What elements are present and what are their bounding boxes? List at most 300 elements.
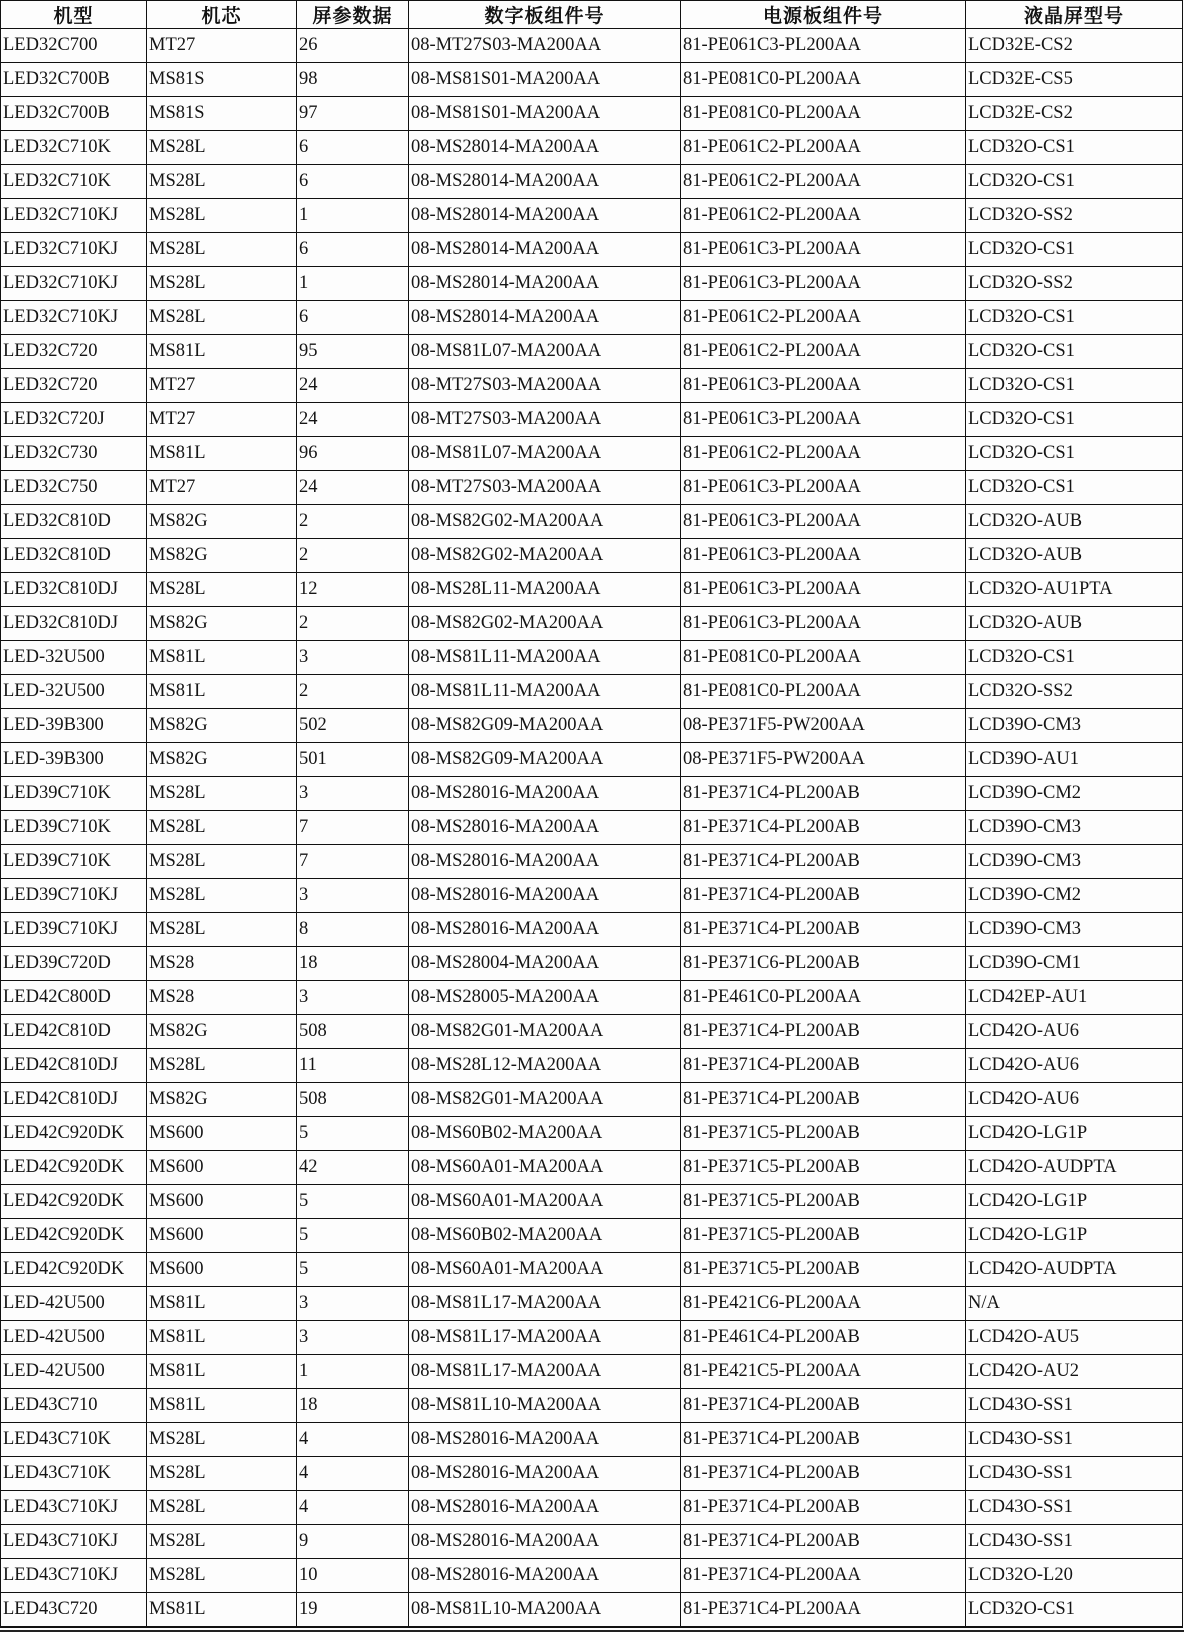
header-panel-params: 屏参数据 <box>297 1 409 29</box>
table-row <box>1 1151 1183 1185</box>
table-row <box>1 403 1183 437</box>
table-row <box>1 301 1183 335</box>
table-row <box>1 709 1183 743</box>
cell-main-board-part: 08-MS28004-MA200AA <box>409 947 681 981</box>
table-row <box>1 1015 1183 1049</box>
cell-main-board-part: 08-MT27S03-MA200AA <box>409 369 681 403</box>
cell-main-board-part: 08-MS81L07-MA200AA <box>409 335 681 369</box>
cell-lcd-panel-model: LCD32O-CS1 <box>966 369 1183 403</box>
cell-panel-params: 98 <box>297 63 409 97</box>
table-row <box>1 1457 1183 1491</box>
cell-model: LED43C720 <box>1 1593 147 1628</box>
cell-chassis: MS81L <box>147 335 297 369</box>
cell-power-board-part: 81-PE061C2-PL200AA <box>681 165 966 199</box>
header-power-board-part: 电源板组件号 <box>681 1 966 29</box>
cell-lcd-panel-model: LCD32O-SS2 <box>966 267 1183 301</box>
cell-model: LED32C730 <box>1 437 147 471</box>
cell-power-board-part: 81-PE371C4-PL200AB <box>681 845 966 879</box>
cell-panel-params: 18 <box>297 1389 409 1423</box>
cell-power-board-part: 81-PE421C6-PL200AA <box>681 1287 966 1321</box>
cell-main-board-part: 08-MS81L17-MA200AA <box>409 1321 681 1355</box>
cell-chassis: MS28 <box>147 981 297 1015</box>
cell-lcd-panel-model: LCD43O-SS1 <box>966 1423 1183 1457</box>
cell-lcd-panel-model: LCD42O-LG1P <box>966 1117 1183 1151</box>
cell-power-board-part: 81-PE371C4-PL200AB <box>681 1083 966 1117</box>
cell-panel-params: 97 <box>297 97 409 131</box>
cell-panel-params: 508 <box>297 1015 409 1049</box>
table-row <box>1 437 1183 471</box>
cell-lcd-panel-model: LCD32O-CS1 <box>966 233 1183 267</box>
table-row <box>1 505 1183 539</box>
table-row <box>1 811 1183 845</box>
cell-power-board-part: 81-PE061C2-PL200AA <box>681 335 966 369</box>
cell-model: LED32C720 <box>1 369 147 403</box>
cell-power-board-part: 81-PE371C5-PL200AB <box>681 1117 966 1151</box>
cell-main-board-part: 08-MS82G01-MA200AA <box>409 1083 681 1117</box>
cell-lcd-panel-model: LCD39O-CM3 <box>966 811 1183 845</box>
cell-lcd-panel-model: LCD32O-AUB <box>966 607 1183 641</box>
cell-power-board-part: 81-PE371C5-PL200AB <box>681 1219 966 1253</box>
table-row <box>1 1219 1183 1253</box>
cell-model: LED42C810DJ <box>1 1083 147 1117</box>
cell-panel-params: 8 <box>297 913 409 947</box>
cell-main-board-part: 08-MT27S03-MA200AA <box>409 403 681 437</box>
cell-panel-params: 96 <box>297 437 409 471</box>
cell-main-board-part: 08-MS28016-MA200AA <box>409 879 681 913</box>
cell-chassis: MS81S <box>147 63 297 97</box>
cell-model: LED43C710K <box>1 1457 147 1491</box>
cell-lcd-panel-model: LCD42O-AU6 <box>966 1049 1183 1083</box>
cell-lcd-panel-model: LCD32O-CS1 <box>966 165 1183 199</box>
cell-chassis: MT27 <box>147 29 297 63</box>
cell-panel-params: 9 <box>297 1525 409 1559</box>
cell-chassis: MS600 <box>147 1185 297 1219</box>
cell-panel-params: 4 <box>297 1491 409 1525</box>
cell-power-board-part: 81-PE061C3-PL200AA <box>681 29 966 63</box>
cell-main-board-part: 08-MS28L12-MA200AA <box>409 1049 681 1083</box>
cell-lcd-panel-model: LCD39O-CM3 <box>966 913 1183 947</box>
cell-main-board-part: 08-MS60A01-MA200AA <box>409 1151 681 1185</box>
cell-power-board-part: 81-PE371C4-PL200AB <box>681 1015 966 1049</box>
cell-chassis: MS81L <box>147 1355 297 1389</box>
cell-lcd-panel-model: LCD32O-L20 <box>966 1559 1183 1593</box>
cell-chassis: MS28 <box>147 947 297 981</box>
cell-lcd-panel-model: LCD42O-AU6 <box>966 1015 1183 1049</box>
cell-chassis: MS28L <box>147 1049 297 1083</box>
cell-chassis: MS81L <box>147 437 297 471</box>
table-row <box>1 1253 1183 1287</box>
cell-power-board-part: 81-PE061C3-PL200AA <box>681 471 966 505</box>
cell-model: LED42C920DK <box>1 1253 147 1287</box>
table-row <box>1 947 1183 981</box>
cell-panel-params: 5 <box>297 1219 409 1253</box>
table-row <box>1 165 1183 199</box>
cell-lcd-panel-model: LCD39O-CM3 <box>966 709 1183 743</box>
cell-power-board-part: 81-PE371C4-PL200AB <box>681 1525 966 1559</box>
cell-model: LED42C920DK <box>1 1219 147 1253</box>
cell-main-board-part: 08-MS60A01-MA200AA <box>409 1253 681 1287</box>
cell-chassis: MS28L <box>147 1525 297 1559</box>
cell-chassis: MS28L <box>147 777 297 811</box>
table-row <box>1 777 1183 811</box>
cell-power-board-part: 81-PE371C4-PL200AB <box>681 879 966 913</box>
cell-main-board-part: 08-MS60B02-MA200AA <box>409 1219 681 1253</box>
cell-power-board-part: 81-PE061C3-PL200AA <box>681 539 966 573</box>
cell-panel-params: 1 <box>297 1355 409 1389</box>
cell-main-board-part: 08-MS81L11-MA200AA <box>409 675 681 709</box>
cell-main-board-part: 08-MS81L10-MA200AA <box>409 1389 681 1423</box>
cell-power-board-part: 81-PE061C3-PL200AA <box>681 267 966 301</box>
cell-panel-params: 2 <box>297 675 409 709</box>
cell-main-board-part: 08-MT27S03-MA200AA <box>409 471 681 505</box>
cell-model: LED39C710K <box>1 845 147 879</box>
cell-power-board-part: 81-PE061C3-PL200AA <box>681 607 966 641</box>
cell-panel-params: 11 <box>297 1049 409 1083</box>
cell-lcd-panel-model: LCD39O-CM2 <box>966 879 1183 913</box>
cell-model: LED32C710K <box>1 165 147 199</box>
cell-lcd-panel-model: LCD32O-CS1 <box>966 131 1183 165</box>
cell-model: LED-32U500 <box>1 675 147 709</box>
cell-panel-params: 501 <box>297 743 409 777</box>
cell-chassis: MS600 <box>147 1151 297 1185</box>
table-row <box>1 1423 1183 1457</box>
cell-chassis: MS28L <box>147 199 297 233</box>
cell-power-board-part: 81-PE461C4-PL200AB <box>681 1321 966 1355</box>
cell-lcd-panel-model: LCD32E-CS5 <box>966 63 1183 97</box>
table-row <box>1 1355 1183 1389</box>
table-row <box>1 1083 1183 1117</box>
cell-chassis: MS600 <box>147 1253 297 1287</box>
cell-panel-params: 12 <box>297 573 409 607</box>
cell-panel-params: 3 <box>297 1287 409 1321</box>
cell-panel-params: 95 <box>297 335 409 369</box>
cell-chassis: MS28L <box>147 301 297 335</box>
cell-model: LED39C710K <box>1 777 147 811</box>
cell-model: LED42C810DJ <box>1 1049 147 1083</box>
cell-lcd-panel-model: LCD32O-SS2 <box>966 675 1183 709</box>
table-row <box>1 233 1183 267</box>
cell-main-board-part: 08-MS28014-MA200AA <box>409 233 681 267</box>
cell-model: LED39C710KJ <box>1 879 147 913</box>
cell-main-board-part: 08-MS60B02-MA200AA <box>409 1117 681 1151</box>
cell-main-board-part: 08-MS28016-MA200AA <box>409 1491 681 1525</box>
cell-chassis: MS28L <box>147 165 297 199</box>
cell-panel-params: 3 <box>297 1321 409 1355</box>
cell-power-board-part: 81-PE061C2-PL200AA <box>681 301 966 335</box>
table-row <box>1 199 1183 233</box>
cell-chassis: MS82G <box>147 505 297 539</box>
table-row <box>1 1491 1183 1525</box>
cell-main-board-part: 08-MS28016-MA200AA <box>409 1525 681 1559</box>
table-row <box>1 1593 1183 1628</box>
cell-lcd-panel-model: LCD32O-CS1 <box>966 335 1183 369</box>
cell-main-board-part: 08-MS28016-MA200AA <box>409 913 681 947</box>
table-row <box>1 267 1183 301</box>
cell-power-board-part: 08-PE371F5-PW200AA <box>681 709 966 743</box>
cell-chassis: MS28L <box>147 845 297 879</box>
cell-panel-params: 6 <box>297 165 409 199</box>
cell-panel-params: 6 <box>297 301 409 335</box>
cell-main-board-part: 08-MS28L11-MA200AA <box>409 573 681 607</box>
cell-panel-params: 1 <box>297 199 409 233</box>
cell-model: LED32C810DJ <box>1 607 147 641</box>
table-row <box>1 1185 1183 1219</box>
table-row <box>1 1049 1183 1083</box>
cell-power-board-part: 81-PE371C5-PL200AB <box>681 1253 966 1287</box>
cell-model: LED32C710KJ <box>1 267 147 301</box>
cell-main-board-part: 08-MS28014-MA200AA <box>409 301 681 335</box>
cell-panel-params: 24 <box>297 403 409 437</box>
cell-panel-params: 2 <box>297 505 409 539</box>
table-row <box>1 573 1183 607</box>
cell-lcd-panel-model: LCD32E-CS2 <box>966 97 1183 131</box>
table-row <box>1 471 1183 505</box>
cell-model: LED32C710K <box>1 131 147 165</box>
cell-model: LED42C920DK <box>1 1117 147 1151</box>
cell-power-board-part: 81-PE371C4-PL200AA <box>681 1559 966 1593</box>
cell-model: LED42C800D <box>1 981 147 1015</box>
cell-panel-params: 10 <box>297 1559 409 1593</box>
cell-model: LED32C750 <box>1 471 147 505</box>
cell-main-board-part: 08-MS60A01-MA200AA <box>409 1185 681 1219</box>
cell-lcd-panel-model: LCD42O-LG1P <box>966 1185 1183 1219</box>
cell-main-board-part: 08-MS82G09-MA200AA <box>409 709 681 743</box>
cell-power-board-part: 81-PE461C0-PL200AA <box>681 981 966 1015</box>
cell-panel-params: 5 <box>297 1117 409 1151</box>
cell-lcd-panel-model: LCD39O-AU1 <box>966 743 1183 777</box>
cell-power-board-part: 81-PE061C3-PL200AA <box>681 505 966 539</box>
cell-chassis: MS82G <box>147 743 297 777</box>
cell-model: LED-39B300 <box>1 709 147 743</box>
cell-power-board-part: 81-PE061C2-PL200AA <box>681 199 966 233</box>
header-chassis: 机芯 <box>147 1 297 29</box>
table-row <box>1 1559 1183 1593</box>
cell-model: LED32C720J <box>1 403 147 437</box>
cell-chassis: MS81L <box>147 675 297 709</box>
cell-lcd-panel-model: LCD32O-AU1PTA <box>966 573 1183 607</box>
cell-panel-params: 26 <box>297 29 409 63</box>
cell-panel-params: 3 <box>297 981 409 1015</box>
cell-main-board-part: 08-MS82G02-MA200AA <box>409 505 681 539</box>
cell-chassis: MS28L <box>147 1457 297 1491</box>
cell-lcd-panel-model: LCD32O-CS1 <box>966 437 1183 471</box>
cell-lcd-panel-model: LCD42O-AUDPTA <box>966 1151 1183 1185</box>
cell-power-board-part: 81-PE061C2-PL200AA <box>681 131 966 165</box>
cell-lcd-panel-model: LCD43O-SS1 <box>966 1389 1183 1423</box>
cell-model: LED32C700 <box>1 29 147 63</box>
cell-lcd-panel-model: LCD32O-CS1 <box>966 403 1183 437</box>
header-model: 机型 <box>1 1 147 29</box>
table-row <box>1 1117 1183 1151</box>
table-row <box>1 335 1183 369</box>
cell-panel-params: 24 <box>297 471 409 505</box>
cell-lcd-panel-model: LCD42O-AU6 <box>966 1083 1183 1117</box>
table-row <box>1 913 1183 947</box>
cell-power-board-part: 81-PE371C4-PL200AB <box>681 1423 966 1457</box>
cell-main-board-part: 08-MS28016-MA200AA <box>409 777 681 811</box>
cell-lcd-panel-model: LCD42O-AU5 <box>966 1321 1183 1355</box>
cell-panel-params: 7 <box>297 811 409 845</box>
cell-model: LED39C710K <box>1 811 147 845</box>
cell-chassis: MS28L <box>147 267 297 301</box>
cell-lcd-panel-model: LCD42EP-AU1 <box>966 981 1183 1015</box>
cell-chassis: MS600 <box>147 1117 297 1151</box>
cell-main-board-part: 08-MS28014-MA200AA <box>409 131 681 165</box>
cell-main-board-part: 08-MS28016-MA200AA <box>409 1559 681 1593</box>
cell-power-board-part: 81-PE061C3-PL200AA <box>681 369 966 403</box>
cell-power-board-part: 81-PE371C4-PL200AB <box>681 777 966 811</box>
cell-main-board-part: 08-MS81L10-MA200AA <box>409 1593 681 1628</box>
table-row <box>1 131 1183 165</box>
cell-panel-params: 1 <box>297 267 409 301</box>
cell-panel-params: 508 <box>297 1083 409 1117</box>
cell-model: LED-32U500 <box>1 641 147 675</box>
cell-chassis: MS28L <box>147 233 297 267</box>
cell-chassis: MT27 <box>147 369 297 403</box>
cell-main-board-part: 08-MS82G01-MA200AA <box>409 1015 681 1049</box>
cell-chassis: MS28L <box>147 1559 297 1593</box>
cell-lcd-panel-model: LCD39O-CM3 <box>966 845 1183 879</box>
cell-model: LED32C810D <box>1 505 147 539</box>
cell-lcd-panel-model: LCD32O-AUB <box>966 505 1183 539</box>
cell-panel-params: 18 <box>297 947 409 981</box>
cell-model: LED32C700B <box>1 63 147 97</box>
cell-lcd-panel-model: LCD32O-CS1 <box>966 641 1183 675</box>
cell-chassis: MS82G <box>147 709 297 743</box>
table-row <box>1 97 1183 131</box>
cell-lcd-panel-model: LCD43O-SS1 <box>966 1491 1183 1525</box>
cell-power-board-part: 81-PE371C4-PL200AB <box>681 1491 966 1525</box>
cell-main-board-part: 08-MS81S01-MA200AA <box>409 63 681 97</box>
cell-power-board-part: 81-PE371C4-PL200AB <box>681 1389 966 1423</box>
cell-power-board-part: 81-PE061C3-PL200AA <box>681 403 966 437</box>
cell-model: LED32C710KJ <box>1 301 147 335</box>
cell-main-board-part: 08-MS81L17-MA200AA <box>409 1355 681 1389</box>
cell-chassis: MS81S <box>147 97 297 131</box>
cell-chassis: MS81L <box>147 1287 297 1321</box>
cell-power-board-part: 81-PE081C0-PL200AA <box>681 63 966 97</box>
table-row <box>1 845 1183 879</box>
cell-model: LED43C710KJ <box>1 1525 147 1559</box>
cell-chassis: MS81L <box>147 1321 297 1355</box>
cell-lcd-panel-model: LCD32O-CS1 <box>966 471 1183 505</box>
table-row <box>1 29 1183 63</box>
cell-lcd-panel-model: LCD32O-CS1 <box>966 301 1183 335</box>
table-row <box>1 1321 1183 1355</box>
cell-lcd-panel-model: LCD32E-CS2 <box>966 29 1183 63</box>
cell-model: LED42C810D <box>1 1015 147 1049</box>
cell-panel-params: 5 <box>297 1185 409 1219</box>
cell-main-board-part: 08-MS81L17-MA200AA <box>409 1287 681 1321</box>
cell-power-board-part: 81-PE371C4-PL200AB <box>681 913 966 947</box>
table-header-row <box>1 1 1183 29</box>
cell-panel-params: 4 <box>297 1423 409 1457</box>
header-main-board-part: 数字板组件号 <box>409 1 681 29</box>
cell-model: LED43C710 <box>1 1389 147 1423</box>
cell-chassis: MS28L <box>147 913 297 947</box>
cell-panel-params: 7 <box>297 845 409 879</box>
cell-main-board-part: 08-MS82G02-MA200AA <box>409 539 681 573</box>
cell-power-board-part: 81-PE081C0-PL200AA <box>681 97 966 131</box>
table-row <box>1 369 1183 403</box>
table-row <box>1 1287 1183 1321</box>
cell-chassis: MS28L <box>147 879 297 913</box>
cell-model: LED32C810D <box>1 539 147 573</box>
cell-panel-params: 3 <box>297 879 409 913</box>
cell-power-board-part: 81-PE421C5-PL200AA <box>681 1355 966 1389</box>
table-row <box>1 63 1183 97</box>
cell-power-board-part: 08-PE371F5-PW200AA <box>681 743 966 777</box>
cell-main-board-part: 08-MT27S03-MA200AA <box>409 29 681 63</box>
table-row <box>1 1389 1183 1423</box>
cell-chassis: MS28L <box>147 131 297 165</box>
table-body <box>1 29 1183 1628</box>
cell-power-board-part: 81-PE081C0-PL200AA <box>681 675 966 709</box>
cell-panel-params: 19 <box>297 1593 409 1628</box>
cell-lcd-panel-model: LCD42O-AU2 <box>966 1355 1183 1389</box>
cell-model: LED39C710KJ <box>1 913 147 947</box>
cell-chassis: MS81L <box>147 641 297 675</box>
cell-main-board-part: 08-MS28016-MA200AA <box>409 1423 681 1457</box>
cell-model: LED32C710KJ <box>1 233 147 267</box>
cell-panel-params: 6 <box>297 131 409 165</box>
cell-chassis: MS600 <box>147 1219 297 1253</box>
cell-chassis: MS81L <box>147 1593 297 1628</box>
cell-power-board-part: 81-PE371C4-PL200AB <box>681 1049 966 1083</box>
cell-panel-params: 42 <box>297 1151 409 1185</box>
cell-power-board-part: 81-PE061C3-PL200AA <box>681 573 966 607</box>
cell-model: LED32C810DJ <box>1 573 147 607</box>
cell-panel-params: 2 <box>297 539 409 573</box>
cell-lcd-panel-model: LCD32O-AUB <box>966 539 1183 573</box>
cell-chassis: MS82G <box>147 1015 297 1049</box>
cell-panel-params: 3 <box>297 777 409 811</box>
cell-model: LED-39B300 <box>1 743 147 777</box>
table-row <box>1 607 1183 641</box>
table-row <box>1 1525 1183 1559</box>
cell-panel-params: 24 <box>297 369 409 403</box>
cell-power-board-part: 81-PE061C3-PL200AA <box>681 233 966 267</box>
cell-main-board-part: 08-MS82G09-MA200AA <box>409 743 681 777</box>
cell-panel-params: 6 <box>297 233 409 267</box>
cell-model: LED43C710K <box>1 1423 147 1457</box>
table-row <box>1 879 1183 913</box>
cell-power-board-part: 81-PE061C2-PL200AA <box>681 437 966 471</box>
cell-model: LED-42U500 <box>1 1321 147 1355</box>
cell-panel-params: 2 <box>297 607 409 641</box>
cell-chassis: MS28L <box>147 811 297 845</box>
cell-model: LED-42U500 <box>1 1355 147 1389</box>
cell-chassis: MS82G <box>147 539 297 573</box>
cell-power-board-part: 81-PE371C4-PL200AB <box>681 1457 966 1491</box>
cell-main-board-part: 08-MS81S01-MA200AA <box>409 97 681 131</box>
cell-main-board-part: 08-MS81L07-MA200AA <box>409 437 681 471</box>
table-row <box>1 641 1183 675</box>
table-row <box>1 743 1183 777</box>
cell-power-board-part: 81-PE371C4-PL200AB <box>681 811 966 845</box>
table-row <box>1 539 1183 573</box>
cell-model: LED42C920DK <box>1 1151 147 1185</box>
cell-chassis: MS81L <box>147 1389 297 1423</box>
cell-model: LED32C720 <box>1 335 147 369</box>
cell-lcd-panel-model: LCD32O-CS1 <box>966 1593 1183 1628</box>
cell-power-board-part: 81-PE371C5-PL200AB <box>681 1151 966 1185</box>
cell-lcd-panel-model: LCD43O-SS1 <box>966 1525 1183 1559</box>
cell-main-board-part: 08-MS81L11-MA200AA <box>409 641 681 675</box>
cell-chassis: MS82G <box>147 1083 297 1117</box>
cell-lcd-panel-model: LCD43O-SS1 <box>966 1457 1183 1491</box>
cell-main-board-part: 08-MS28005-MA200AA <box>409 981 681 1015</box>
